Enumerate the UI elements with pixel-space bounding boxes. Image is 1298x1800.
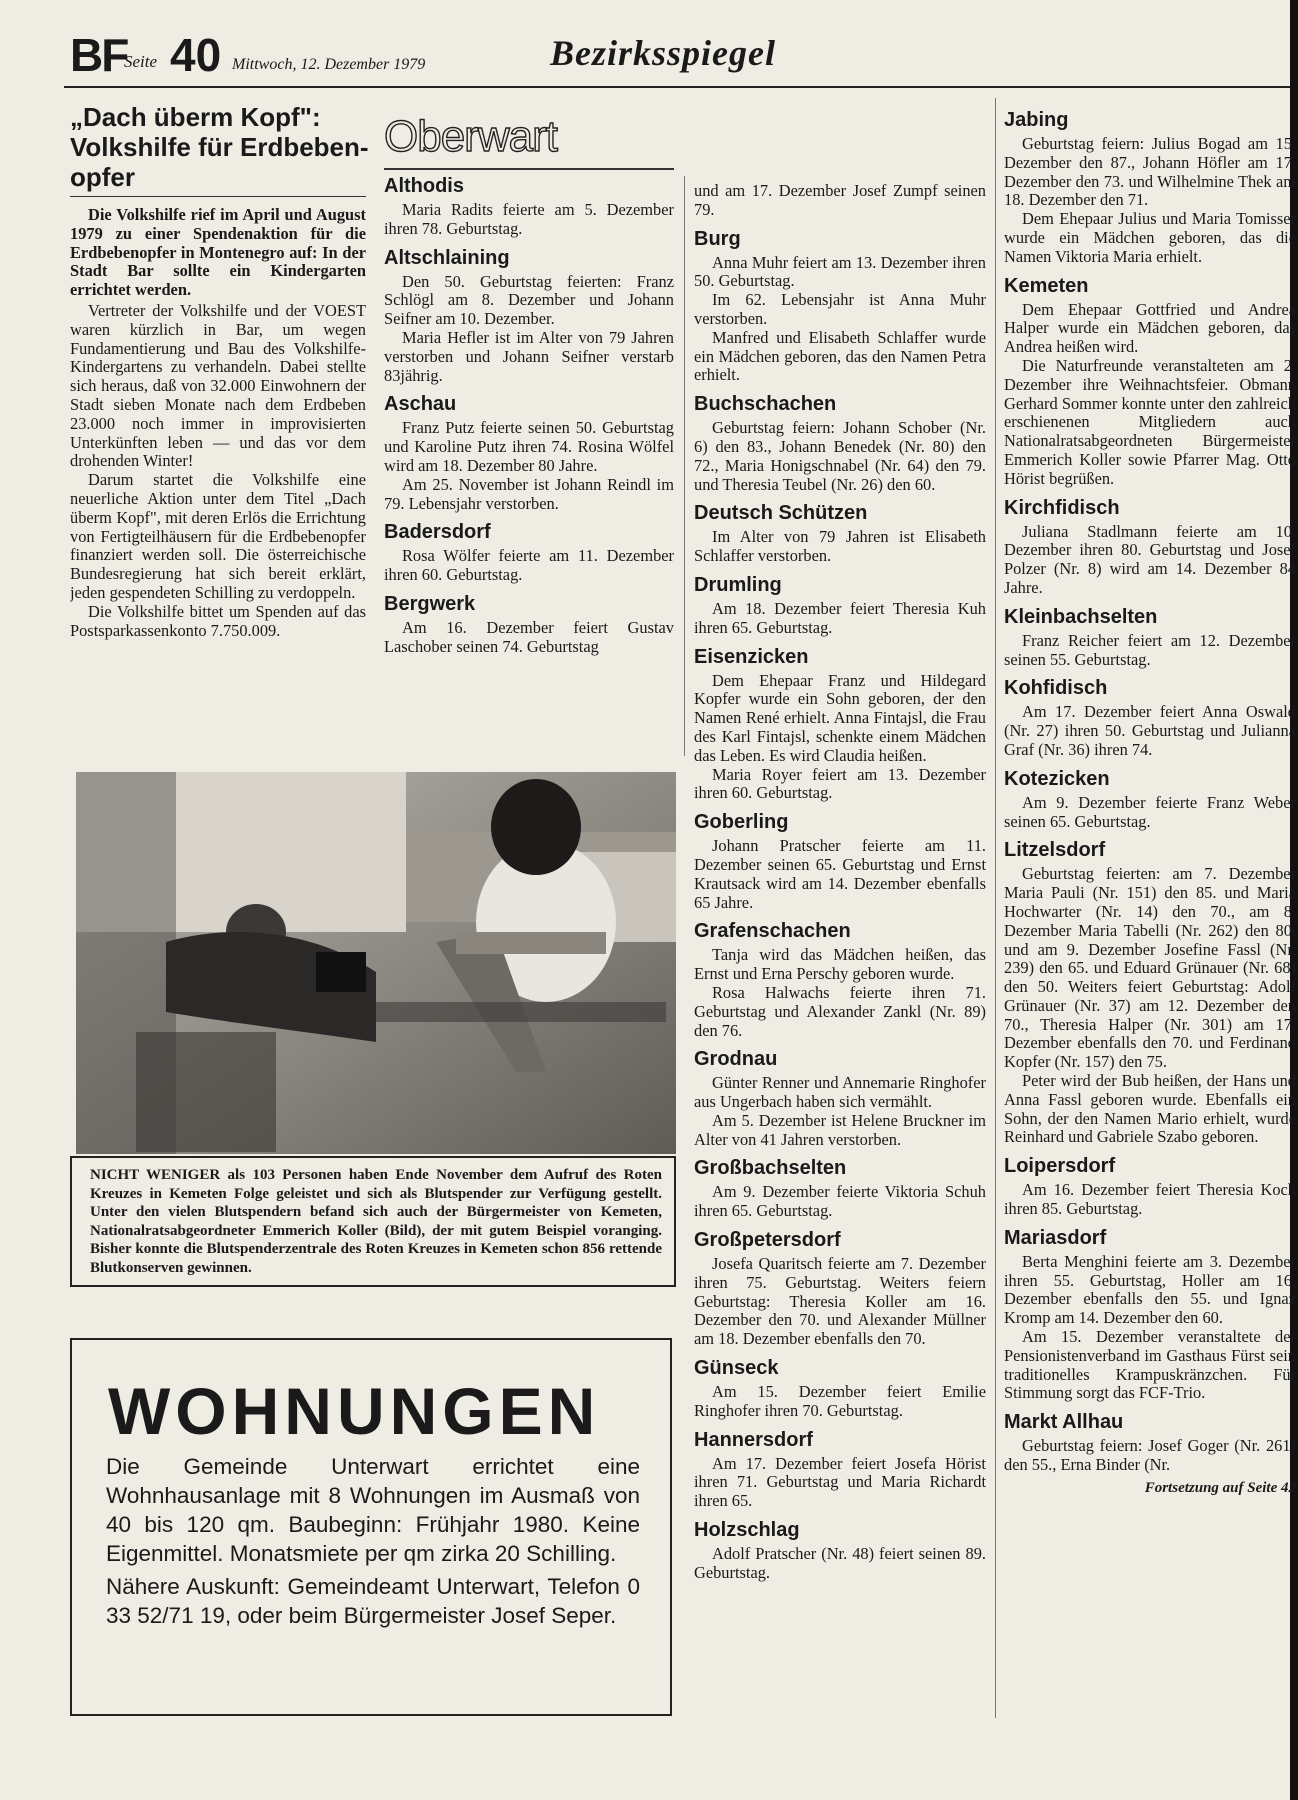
local-news-column-3 — [1004, 108, 1296, 1708]
news-item: Maria Royer feiert am 13. Dezember ihren 60. Geburtstag. — [694, 764, 986, 803]
news-item: Geburtstag feierten: am 7. Dezember Maria Pauli (Nr. 151) den 85. und Maria Hochwarter (Nr. 14) den 70., am 8. Dezember Maria Tabelli (Nr. 262) den 80. und am 9. Dezember Josefine Fassl (Nr. 239) den 65. und Eduard Grünauer (Nr. 68) den 50. Weiters feiert Geburtstag: Adolf Grünauer (Nr. 37) am 12. Dezember den 70., Theresia Halper (Nr. 301) am 17. Dezember ebenfalls den 70. und Ferdinand Kopfer (Nr. 157) den 75. — [1004, 864, 1296, 1072]
news-item: Anna Muhr feiert am 13. Dezember ihren 50. Geburtstag. — [694, 252, 986, 291]
ad-contact: Nähere Auskunft: Gemeindeamt Unterwart, Telefon 0 33 52/71 19, oder beim Bürgermeister Josef Seper. — [106, 1574, 640, 1628]
news-item: Franz Reicher feiert am 12. Dezember seinen 55. Geburtstag. — [1004, 630, 1296, 669]
news-item: Die Naturfreunde veranstalteten am 2. Dezember ihre Weihnachtsfeier. Obmann Gerhard Sommer konnte unter den zahlreich erschienenen Mitgliedern auch Nationalratsabgeordneten Bürgermeister Emmerich Koller sowie Pfarrer Mag. Otto Hörist begrüßen. — [1004, 355, 1296, 488]
blood-donation-photo — [76, 772, 676, 1154]
news-item: Juliana Stadlmann feierte am 10. Dezember ihren 80. Geburtstag und Josef Polzer (Nr. 8) wird am 14. Dezember 84 Jahre. — [1004, 521, 1296, 597]
news-item: Dem Ehepaar Julius und Maria Tomisser wurde ein Mädchen geboren, das die Namen Viktoria Maria erhielt. — [1004, 209, 1296, 266]
news-item: Am 18. Dezember feiert Theresia Kuh ihren 65. Geburtstag. — [694, 598, 986, 637]
ad-title: WOHNUNGEN — [108, 1374, 601, 1448]
article-lead: Die Volkshilfe rief im April und August 1979 zu einer Spendenaktion für die Erdbebenopfer in Montenegro auf: In der Stadt Bar sollte ein Kindergarten errichtet werden. — [70, 206, 366, 300]
place-heading: Mariasdorf — [1004, 1226, 1107, 1249]
place-heading: Goberling — [694, 811, 789, 834]
place-heading: Litzelsdorf — [1004, 839, 1106, 862]
place-heading: Kotezicken — [1004, 767, 1110, 790]
news-item: Im 62. Lebensjahr ist Anna Muhr verstorben. — [694, 290, 986, 328]
news-item: Johann Pratscher feierte am 11. Dezember seinen 65. Geburtstag und Ernst Krautsack wird am 14. Dezember ebenfalls 65 Jahre. — [694, 836, 986, 912]
place-heading: Hannersdorf — [694, 1428, 813, 1451]
place-heading: Deutsch Schützen — [694, 502, 868, 525]
article-body — [70, 206, 366, 640]
housing-advertisement — [70, 1338, 672, 1716]
news-item: Günter Renner und Annemarie Ringhofer aus Ungerbach haben sich vermählt. — [694, 1073, 986, 1112]
news-item: Im Alter von 79 Jahren ist Elisabeth Schlaffer verstorben. — [694, 527, 986, 566]
news-item: Rosa Halwachs feierte ihren 71. Geburtstag und Alexander Zankl (Nr. 89) den 76. — [694, 982, 986, 1040]
place-heading: Althodis — [384, 175, 464, 197]
place-heading: Aschau — [384, 393, 457, 416]
news-item: Rosa Wölfer feierte am 11. Dezember ihren 60. Geburtstag. — [384, 546, 674, 585]
news-item: Berta Menghini feierte am 3. Dezember ihren 55. Geburtstag, Holler am 16. Dezember ebenfalls den 55. und Ignaz Kromp am 14. Dezember den 60. — [1004, 1251, 1296, 1328]
news-item: Den 50. Geburtstag feierten: Franz Schlögl am 8. Dezember und Johann Seifner am 10. Dezember. — [384, 271, 674, 329]
news-item: Maria Hefler ist im Alter von 79 Jahren verstorben und Johann Seifner verstarb 83jährig. — [384, 327, 674, 385]
news-item: Am 9. Dezember feierte Viktoria Schuh ihren 65. Geburtstag. — [694, 1182, 986, 1221]
news-item: Am 16. Dezember feiert Gustav Laschober seinen 74. Geburtstag — [384, 617, 674, 656]
place-heading: Grodnau — [694, 1048, 778, 1071]
place-heading: Drumling — [694, 573, 782, 596]
place-heading: Markt Allhau — [1004, 1411, 1124, 1434]
news-item: Tanja wird das Mädchen heißen, das Ernst und Erna Perschy geboren wurde. — [694, 945, 986, 984]
place-heading: Kleinbachselten — [1004, 605, 1158, 628]
photo-caption: NICHT WENIGER als 103 Personen haben Ende November dem Aufruf des Roten Kreuzes in Kemeten Folge geleistet und sich als Blutspender zur Verfügung gestellt. Unter den vielen Blutspendern befand sich auch der Bürgermeister von Kemeten, Nationalratsabgeordneter Emmerich Koller (Bild), der mit gutem Beispiel voranging. Bisher konnte die Blutspenderzentrale des Roten Kreuzes in Kemeten schon 856 rettende Blutkonserven gewinnen. — [70, 1156, 676, 1287]
section-title: Bezirksspiegel — [550, 33, 776, 73]
news-item: Franz Putz feierte seinen 50. Geburtstag und Karoline Putz ihren 74. Rosina Wölfel wird am 18. Dezember 80 Jahre. — [384, 418, 674, 475]
place-heading: Jabing — [1004, 109, 1069, 131]
news-item: Adolf Pratscher (Nr. 48) feiert seinen 89. Geburtstag. — [694, 1544, 986, 1582]
place-heading: Großbachselten — [694, 1157, 847, 1180]
continued-note: Fortsetzung auf Seite 42 — [1144, 1479, 1296, 1496]
ad-text: Die Gemeinde Unterwart errichtet eine Wohnhausanlage mit 8 Wohnungen im Ausmaß von 40 bis 120 qm. Baubeginn: Frühjahr 1980. Keine Eigenmittel. Monatsmiete per qm zirka 20 Schilling. — [106, 1454, 640, 1566]
place-heading: Kemeten — [1004, 274, 1089, 297]
news-item: Geburtstag feiern: Johann Schober (Nr. 6) den 83., Johann Benedek (Nr. 80) den 72., Maria Honigschnabel (Nr. 64) den 79. und Theresia Teubel (Nr. 26) den 60. — [694, 418, 986, 494]
news-item: Am 16. Dezember feiert Theresia Koch ihren 85. Geburtstag. — [1004, 1180, 1296, 1219]
news-item: Maria Radits feierte am 5. Dezember ihren 78. Geburtstag. — [384, 200, 674, 238]
news-item: Dem Ehepaar Franz und Hildegard Kopfer wurde ein Sohn geboren, der den Namen René erhielt. Anna Fintajsl, die Frau des Karl Fintajsl, schenkte einem Mädchen das Leben. Es wird Claudia heißen. — [694, 670, 986, 765]
place-heading: Bergwerk — [384, 592, 476, 615]
article-title: „Dach überm Kopf": Volkshilfe für Erdbeben-opfer — [70, 102, 369, 192]
place-heading: Eisenzicken — [694, 645, 809, 668]
news-item: Am 17. Dezember feiert Josefa Hörist ihren 71. Geburtstag und Maria Richardt ihren 65. — [694, 1453, 986, 1511]
issue-date: Mittwoch, 12. Dezember 1979 — [232, 56, 426, 73]
news-item: Am 17. Dezember feiert Anna Oswald (Nr. 27) ihren 50. Geburtstag und Julianna Graf (Nr. 36) ihren 74. — [1004, 702, 1296, 759]
continued-paragraph: und am 17. Dezember Josef Zumpf seinen 79. — [694, 182, 986, 219]
news-item: Am 9. Dezember feierte Franz Weber seinen 65. Geburtstag. — [1004, 792, 1296, 831]
place-heading: Badersdorf — [384, 521, 491, 544]
news-item: Am 15. Dezember veranstaltete der Pensionistenverband im Gasthaus Fürst sein traditionelles Krampuskränzchen. Für Stimmung sorgt das FCF-Trio. — [1004, 1327, 1296, 1403]
place-heading: Burg — [694, 227, 741, 250]
ad-body — [106, 1452, 640, 1634]
news-item: Josefa Quaritsch feierte am 7. Dezember ihren 75. Geburtstag. Weiters feiern Geburtstag: Theresia Koller am 16. Dezember den 70. und Alexander Müllner am 18. Dezember ebenfalls den 70. — [694, 1254, 986, 1349]
article-title-rule — [70, 196, 366, 197]
oberwart-section-logo: Oberwart — [384, 112, 557, 161]
place-heading: Kirchfidisch — [1004, 496, 1120, 519]
news-item: Peter wird der Bub heißen, der Hans und Anna Fassl geboren wurde. Ebenfalls ein Sohn, der den Namen Mario erhielt, wurde Reinhard und Gabriele Szabo geboren. — [1004, 1071, 1296, 1147]
place-heading: Großpetersdorf — [694, 1229, 841, 1252]
news-item: Am 25. November ist Johann Reindl im 79. Lebensjahr verstorben. — [384, 474, 674, 513]
article-paragraph: Darum startet die Volkshilfe eine neuerliche Aktion unter dem Titel „Dach überm Kopf", mit deren Erlös die Errichtung von Fertigteilhäusern für die Erdbebenopfer finanziert werden soll. Die österreichische Bundesregierung hat sich bereit erklärt, jeden gespendeten Schilling zu verdoppeln. — [70, 470, 366, 602]
place-heading: Günseck — [694, 1357, 779, 1380]
place-heading: Grafenschachen — [694, 920, 851, 943]
news-item: Am 5. Dezember ist Helene Bruckner im Alter von 41 Jahren verstorben. — [694, 1110, 986, 1149]
article-paragraph: Vertreter der Volkshilfe und der VOEST waren kürzlich in Bar, um wegen Fundamentierung und Bau des Volkshilfe-Kindergartens zu verhandeln. Dabei stellte sich heraus, daß von 32.000 Einwohnern der Stadt sieben Monate nach dem Erdbeben 23.000 noch immer in improvisierten Unterkünften leben — und das vor dem drohenden Winter! — [70, 300, 366, 471]
local-news-column-1 — [384, 174, 674, 764]
place-heading: Altschlaining — [384, 246, 510, 269]
local-news-column-2 — [694, 182, 986, 1732]
header-rule — [64, 86, 1298, 88]
place-heading: Loipersdorf — [1004, 1155, 1116, 1178]
page-number: 40 — [170, 29, 222, 81]
column-rule — [684, 176, 685, 756]
news-item: Geburtstag feiern: Julius Bogad am 15. Dezember den 87., Johann Höfler am 17. Dezember den 73. und Wilhelmine Thek am 18. Dezember den 71. — [1004, 134, 1296, 210]
news-item: Manfred und Elisabeth Schlaffer wurde ein Mädchen geboren, das den Namen Petra erhielt. — [694, 327, 986, 385]
news-item: Am 15. Dezember feiert Emilie Ringhofer ihren 70. Geburtstag. — [694, 1382, 986, 1420]
news-item: Geburtstag feiern: Josef Goger (Nr. 261) den 55., Erna Binder (Nr. — [1004, 1436, 1296, 1475]
place-heading: Holzschlag — [694, 1519, 800, 1542]
column-rule — [995, 98, 996, 1718]
newspaper-logo: BF — [70, 29, 128, 81]
oberwart-rule — [384, 168, 674, 170]
news-item: Dem Ehepaar Gottfried und Andrea Halper wurde ein Mädchen geboren, das Andrea heißen wird. — [1004, 299, 1296, 357]
page-label: Seite — [124, 52, 158, 71]
article-paragraph: Die Volkshilfe bittet um Spenden auf das Postsparkassenkonto 7.750.009. — [70, 601, 366, 640]
place-heading: Buchschachen — [694, 393, 837, 416]
place-heading: Kohfidisch — [1004, 677, 1108, 700]
